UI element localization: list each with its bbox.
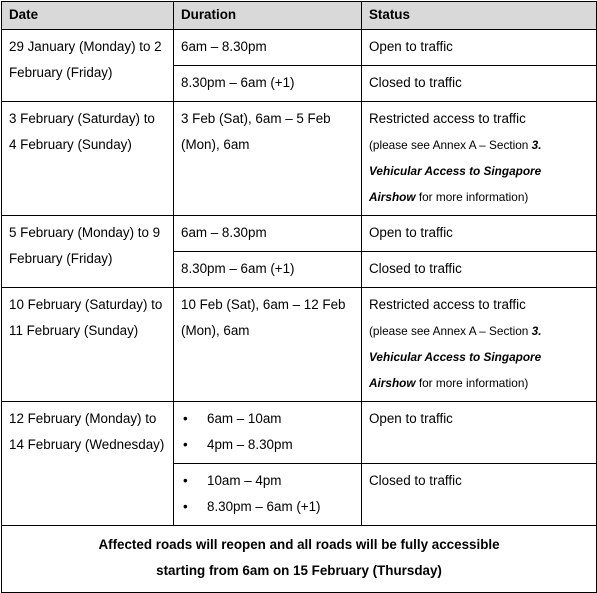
time-range: 10am – 4pm [207, 473, 282, 488]
status-note-section: 3. Vehicular Access to Singapore Airshow [369, 324, 542, 390]
header-duration: Duration [174, 2, 362, 30]
status-cell: Open to traffic [362, 402, 597, 464]
bullet-icon: • [183, 473, 188, 488]
list-item [183, 432, 354, 458]
reopen-notice-line2: starting from 6am on 15 February (Thursday) [156, 563, 442, 578]
status-note-prefix: (please see Annex A – Section [369, 138, 532, 152]
time-list [181, 406, 354, 458]
duration-cell: 8.30pm – 6am (+1) [174, 66, 362, 102]
time-range: 4pm – 8.30pm [207, 437, 293, 452]
duration-cell [174, 464, 362, 526]
list-item [183, 406, 354, 432]
list-item [183, 468, 354, 494]
road-closure-schedule-table [1, 1, 597, 593]
table-row [2, 216, 597, 252]
status-cell: Closed to traffic [362, 252, 597, 288]
table-row [2, 102, 597, 216]
time-range: 8.30pm – 6am (+1) [207, 499, 321, 514]
header-status: Status [362, 2, 597, 30]
duration-cell: 3 Feb (Sat), 6am – 5 Feb (Mon), 6am [174, 102, 362, 216]
table-row [2, 402, 597, 464]
footer-row [2, 526, 597, 593]
duration-cell [174, 402, 362, 464]
status-cell: Closed to traffic [362, 66, 597, 102]
duration-cell: 8.30pm – 6am (+1) [174, 252, 362, 288]
date-cell: 3 February (Saturday) to 4 February (Sunday) [2, 102, 174, 216]
status-cell [362, 288, 597, 402]
table-row [2, 30, 597, 66]
status-main: Restricted access to traffic [369, 297, 526, 312]
status-note-prefix: (please see Annex A – Section [369, 324, 532, 338]
date-cell: 10 February (Saturday) to 11 February (Sunday) [2, 288, 174, 402]
duration-cell: 6am – 8.30pm [174, 30, 362, 66]
bullet-icon: • [183, 499, 188, 514]
list-item [183, 494, 354, 520]
status-note [369, 138, 542, 204]
time-list [181, 468, 354, 520]
status-note [369, 324, 542, 390]
duration-cell: 6am – 8.30pm [174, 216, 362, 252]
header-row [2, 2, 597, 30]
bullet-icon: • [183, 411, 188, 426]
status-cell: Open to traffic [362, 30, 597, 66]
header-date: Date [2, 2, 174, 30]
reopen-notice-line1: Affected roads will reopen and all roads will be fully accessible [98, 537, 500, 552]
status-cell: Closed to traffic [362, 464, 597, 526]
date-cell: 29 January (Monday) to 2 February (Friday) [2, 30, 174, 102]
status-note-section: 3. Vehicular Access to Singapore Airshow [369, 138, 542, 204]
status-cell [362, 102, 597, 216]
status-main: Restricted access to traffic [369, 111, 526, 126]
time-range: 6am – 10am [207, 411, 282, 426]
duration-cell: 10 Feb (Sat), 6am – 12 Feb (Mon), 6am [174, 288, 362, 402]
status-note-suffix: for more information) [415, 190, 529, 204]
date-cell: 5 February (Monday) to 9 February (Friday) [2, 216, 174, 288]
reopen-notice [2, 526, 597, 593]
status-cell: Open to traffic [362, 216, 597, 252]
table-row [2, 288, 597, 402]
status-note-suffix: for more information) [415, 376, 529, 390]
date-cell: 12 February (Monday) to 14 February (Wednesday) [2, 402, 174, 526]
bullet-icon: • [183, 437, 188, 452]
